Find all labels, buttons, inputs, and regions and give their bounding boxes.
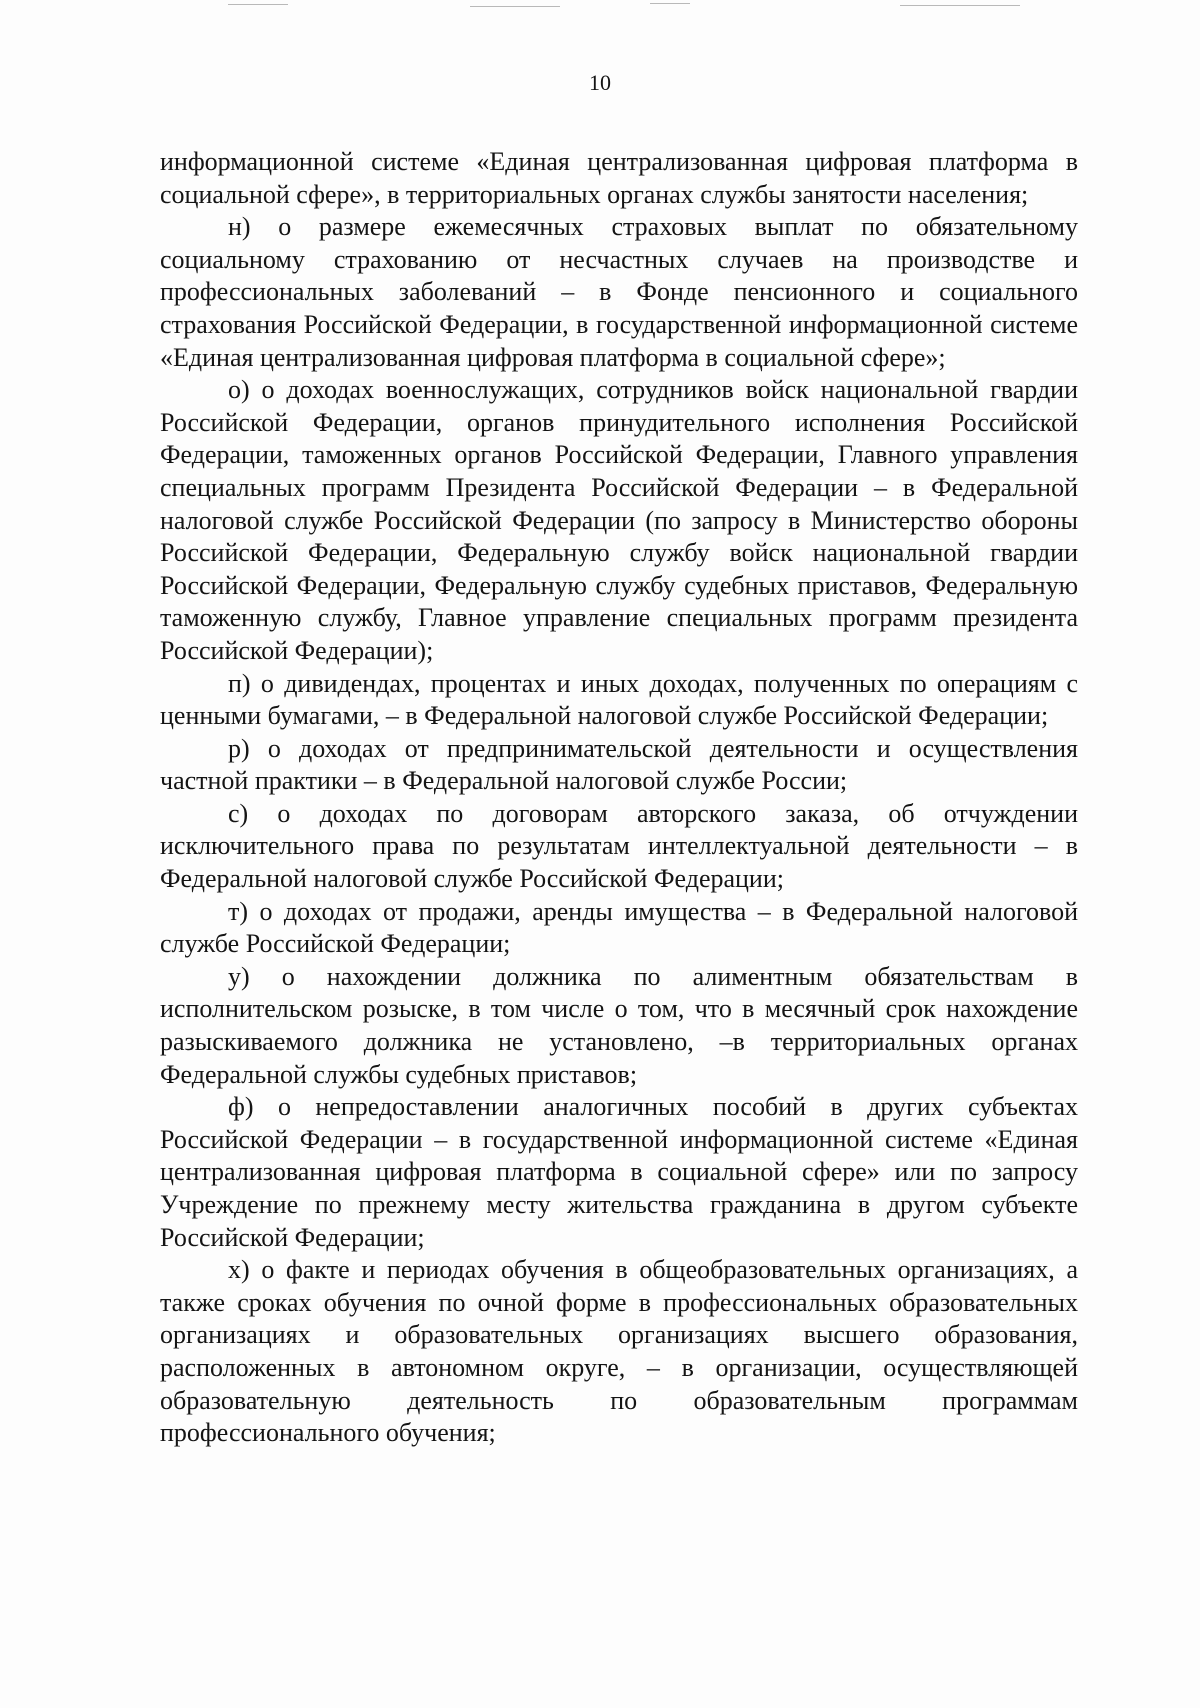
- page-number: 10: [589, 70, 611, 95]
- list-item-o: о) о доходах военнослужащих, сотрудников войск национальной гвардии Российской Федерации, органов принудительного исполнения Российской Федерации, таможенных органов Российской Федерации, Главного управления специальных программ Президента Российской Федерации – в Федеральной налоговой службе Российской Федерации (по запросу в Министерство обороны Российской Федерации, Федеральную службу войск национальной гвардии Российской Федерации, Федеральную службу судебных приставов, Федеральную таможенную службу, Главное управление специальных программ президента Российской Федерации);: [160, 375, 1078, 665]
- scan-artifact: [470, 6, 560, 7]
- document-body: [160, 146, 1078, 1450]
- paragraph-continuation: информационной системе «Единая централизованная цифровая платформа в социальной сфере», в территориальных органах службы занятости населения;: [160, 147, 1078, 209]
- list-item-kh: х) о факте и периодах обучения в общеобразовательных организациях, а также сроках обучения по очной форме в профессиональных образовательных организациях и образовательных организациях высшего образования, расположенных в автономном округе, – в организации, осуществляющей образовательную деятельность по образовательным программам профессионального обучения;: [160, 1255, 1078, 1448]
- list-item-f: ф) о непредоставлении аналогичных пособий в других субъектах Российской Федерации – в государственной информационной системе «Единая централизованная цифровая платформа в социальной сфере» или по запросу Учреждение по прежнему месту жительства гражданина в другом субъекте Российской Федерации;: [160, 1092, 1078, 1252]
- list-item-r: р) о доходах от предпринимательской деятельности и осуществления частной практики – в Федеральной налоговой службе России;: [160, 733, 1078, 796]
- list-item-t: т) о доходах от продажи, аренды имущества – в Федеральной налоговой службе Российской Федерации;: [160, 896, 1078, 959]
- scan-artifact: [650, 3, 690, 4]
- scan-artifact: [228, 4, 288, 5]
- list-item-u: у) о нахождении должника по алиментным обязательствам в исполнительском розыске, в том числе о том, что в месячный срок нахождение разыскиваемого должника не установлено, –в территориальных органах Федеральной службы судебных приставов;: [160, 961, 1078, 1089]
- scan-artifact: [900, 5, 1020, 6]
- list-item-s: с) о доходах по договорам авторского заказа, об отчуждении исключительного права по результатам интеллектуальной деятельности – в Федеральной налоговой службе Российской Федерации;: [160, 798, 1078, 894]
- list-item-p: п) о дивидендах, процентах и иных доходах, полученных по операциям с ценными бумагами, – в Федеральной налоговой службе Российской Федерации;: [160, 668, 1078, 731]
- list-item-n: н) о размере ежемесячных страховых выплат по обязательному социальному страхованию от несчастных случаев на производстве и профессиональных заболеваний – в Фонде пенсионного и социального страхования Российской Федерации, в государственной информационной системе «Единая централизованная цифровая платформа в социальной сфере»;: [160, 212, 1078, 372]
